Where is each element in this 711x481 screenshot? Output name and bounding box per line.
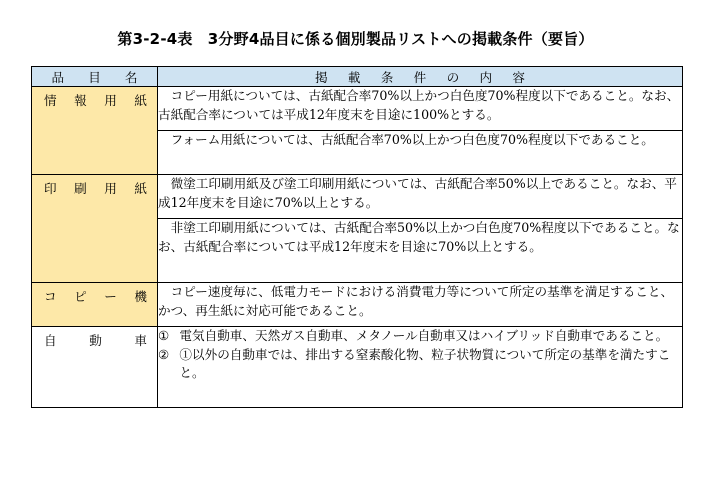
list-marker: ②: [158, 346, 170, 362]
item-char: 紙: [134, 181, 147, 196]
item-char: 紙: [134, 93, 147, 108]
item-label: [32, 327, 157, 350]
condition-cell: [158, 283, 683, 327]
item-cell: [32, 87, 158, 175]
list-item: [158, 346, 682, 383]
condition-text: フォーム用紙については、古紙配合率70%以上かつ白色度70%程度以下であること。: [170, 132, 654, 147]
table-title: 第3-2-4表 3分野4品目に係る個別製品リストへの掲載条件（要旨）: [117, 30, 594, 48]
item-char: 車: [134, 333, 147, 348]
header-char: 載: [347, 70, 361, 85]
header-char: 容: [512, 70, 525, 85]
item-cell: [32, 175, 158, 283]
header-char: 条: [380, 70, 394, 85]
conditions-table: [31, 66, 683, 408]
list-marker: ①: [158, 328, 170, 343]
table-row: [32, 175, 683, 219]
item-cell: [32, 327, 158, 408]
table-row: [32, 327, 683, 408]
item-char: 用: [104, 93, 117, 108]
header-item: [32, 67, 158, 87]
header-char: の: [446, 70, 460, 85]
condition-text: 非塗工印刷用紙については、古紙配合率50%以上かつ白色度70%程度以下であること。なお、古紙配合率については平成12年度末を目途に70%以上とする。: [158, 220, 680, 254]
item-label: [32, 87, 157, 110]
item-char: 用: [104, 181, 117, 196]
condition-cell: [158, 327, 683, 408]
item-char: 機: [134, 289, 147, 304]
header-char: 品: [51, 70, 65, 85]
header-char: 内: [479, 70, 493, 85]
list-item: [158, 327, 682, 346]
header-char: 件: [413, 70, 427, 85]
item-char: コ: [44, 289, 57, 304]
item-label: [32, 283, 157, 306]
item-char: 印: [44, 181, 57, 196]
condition-text: コピー用紙については、古紙配合率70%以上かつ白色度70%程度以下であること。なお、古紙配合率については平成12年度末を目途に100%とする。: [158, 88, 680, 122]
item-char: ピ: [74, 289, 87, 304]
condition-cell: [158, 87, 683, 131]
item-char: 動: [89, 333, 102, 348]
header-char: 名: [124, 70, 138, 85]
item-char: ー: [104, 289, 117, 304]
condition-cell: [158, 131, 683, 175]
header-content: [158, 67, 683, 87]
header-char: 掲: [315, 70, 328, 85]
list-text: ①以外の自動車では、排出する窒素酸化物、粒子状物質について所定の基準を満たすこと。: [179, 346, 671, 380]
list-text: 電気自動車、天然ガス自動車、メタノール自動車又はハイブリッド自動車であること。: [179, 328, 669, 343]
item-char: 自: [44, 333, 57, 348]
condition-cell: [158, 219, 683, 283]
condition-cell: [158, 175, 683, 219]
item-cell: [32, 283, 158, 327]
condition-text: 微塗工印刷用紙及び塗工印刷用紙については、古紙配合率50%以上であること。なお、平成12年度末を目途に70%以上とする。: [158, 176, 677, 210]
table-row: [32, 87, 683, 131]
item-char: 報: [74, 93, 87, 108]
table-row: [32, 283, 683, 327]
item-char: 刷: [74, 181, 87, 196]
table-header-row: [32, 67, 683, 87]
condition-text: コピー速度毎に、低電力モードにおける消費電力等について所定の基準を満足すること、かつ、再生紙に対応可能であること。: [158, 284, 674, 318]
item-label: [32, 175, 157, 198]
header-char: 目: [88, 70, 101, 85]
condition-list: [158, 327, 682, 383]
item-char: 情: [44, 93, 57, 108]
